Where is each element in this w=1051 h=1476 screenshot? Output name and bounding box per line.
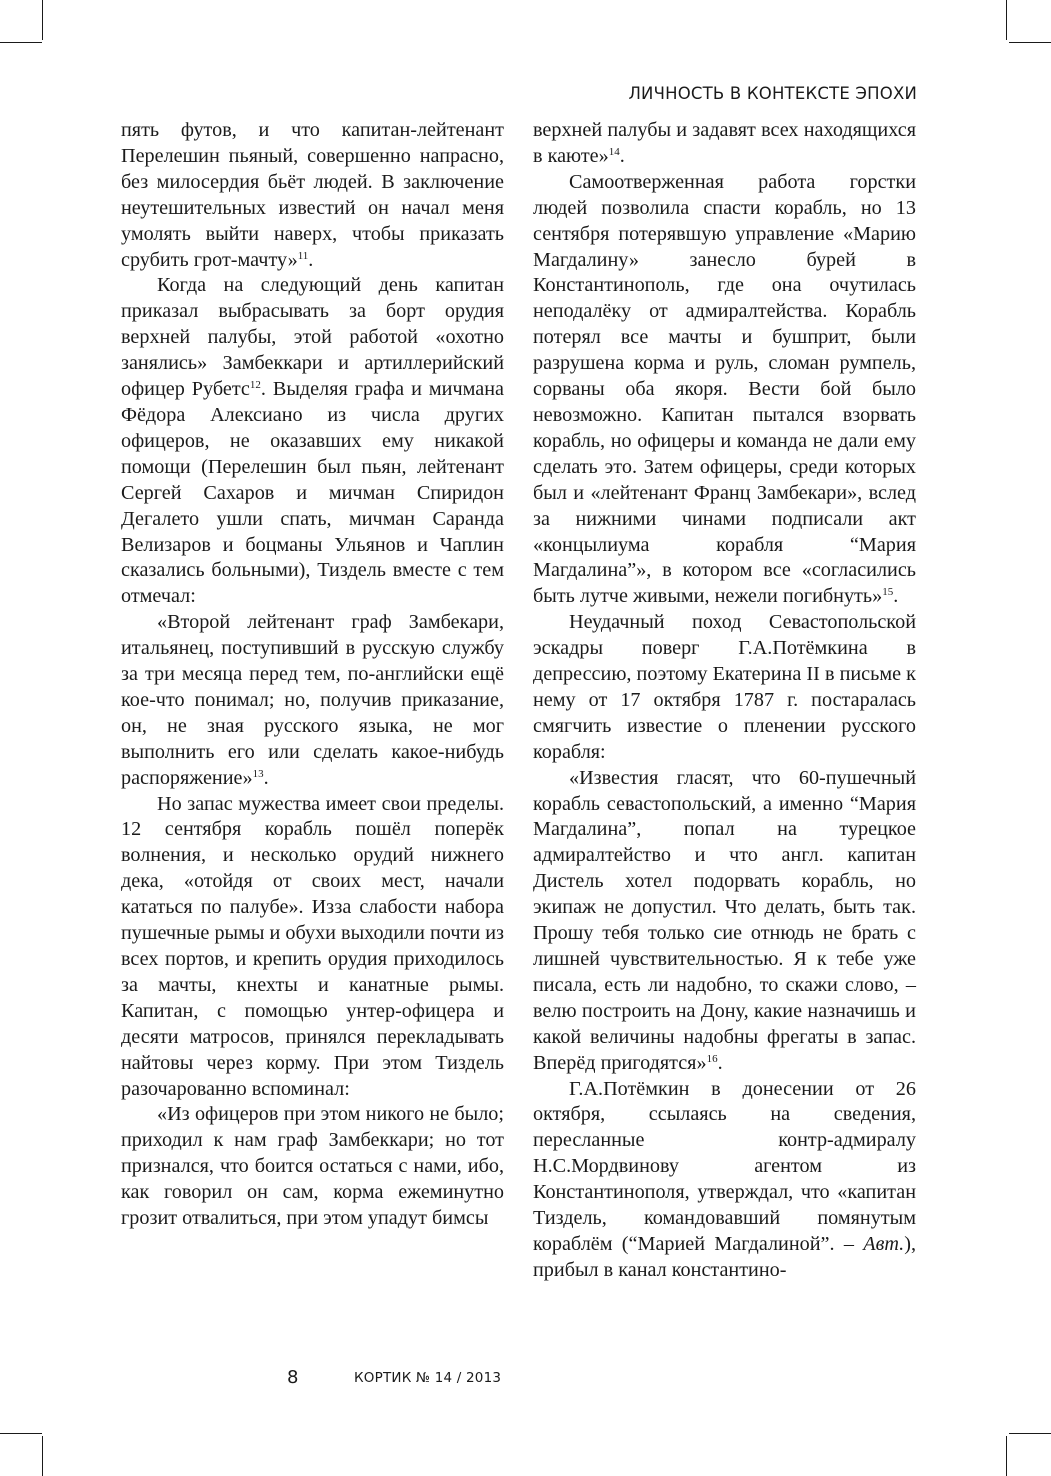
- paragraph: [121, 792, 504, 1103]
- page-number: 8: [287, 1367, 299, 1388]
- paragraph: верхней палубы и задавят всех находящихся в каюте»$^{14}$.: [533, 119, 916, 167]
- section-header: ЛИЧНОСТЬ В КОНТЕКСТЕ ЭПОХИ: [628, 84, 917, 103]
- paragraph: пять футов, и что капитан-лейтенант Перелешин пьяный, совершенно напрасно, без милосердия бьёт людей. В заключение неутешительных известий он начал меня умолять выйти наверх, чтобы приказать срубить грот-мачту»$^{11}$.: [121, 119, 504, 271]
- quote-paragraph: «Известия гласят, что 60-пушечный корабль севастопольский, а именно “Мария Магдалина”, попал на турецкое адмиралтейство и что англ. капитан Дистель хотел подорвать корабль, но экипаж не допустил. Что делать, быть так. Прошу тебя только сие отнюдь не брать с лишней чувствительностью. Я к тебе уже писала, есть ли надобно, то скажи слово, – велю построить на Дону, какие назначишь и какой величины надобны фрегаты в запас. Вперёд пригодятся»$^{16}$.: [533, 766, 916, 1074]
- crop-mark-bottom-right-h: [1009, 1433, 1051, 1434]
- crop-mark-top-left-h: [0, 42, 42, 43]
- paragraph: [533, 610, 916, 765]
- footnote-ref: 16: [706, 1052, 718, 1065]
- paragraph: [533, 1077, 916, 1284]
- paragraph: [121, 273, 504, 610]
- left-column: [121, 118, 504, 1232]
- crop-mark-bottom-left-h: [0, 1433, 42, 1434]
- footnote-ref: 14: [608, 145, 620, 158]
- paragraph-text: Неудачный поход Севастопольской эскадры поверг Г.А.Потёмкина в депрессию, поэтому Екатерина II в письме к нему от 17 октября 1787 г. постаралась смягчить известие о пленении русского корабля:: [533, 611, 916, 763]
- footnote-ref: 12: [249, 379, 261, 392]
- quote-paragraph: «Второй лейтенант граф Замбекари, итальянец, поступивший в русскую службу за три месяца перед тем, по-английски ещё кое-что понимал; но, получив приказание, он, не зная русского языка, не мог выполнить его или сделать какое-нибудь распоряжение»$^{13}$.: [121, 611, 504, 789]
- footnote-ref: 13: [252, 767, 264, 780]
- paragraph-text: «Известия гласят, что 60-пушечный корабль севастопольский, а именно “Мария Магдалина”, попал на турецкое адмиралтейство и что англ. капитан Дистель хотел подорвать корабль, но экипаж не допустил. Что делать, быть так. Прошу тебя только сие отнюдь не брать с лишней чувствительностью. Я к тебе уже писала, есть ли надобно, то скажи слово, – велю построить на Дону, какие назначишь и какой величины надобны фрегаты в запас. Вперёд пригодятся»: [533, 766, 916, 1074]
- paragraph-text: Но запас мужества имеет свои пределы. 12 сентября корабль пошёл поперёк волнения, и несколько орудий нижнего дека, «отойдя от своих мест, начали кататься по палубе». Изза слабости набора пушечные рымы и обухи выходили почти из всех портов, и крепить орудия приходилось за мачты, кнехты и канатные рымы. Капитан, с помощью унтер-офицера и десяти матросов, принялся перекладывать найтовы через корму. При этом Тиздель разочарованно вспоминал:: [121, 792, 504, 1100]
- crop-mark-top-right-h: [1009, 42, 1051, 43]
- paragraph-text: ), прибыл в канал константино-: [533, 1232, 916, 1281]
- paragraph-text: верхней палубы и задавят всех находящихся в каюте»: [533, 119, 916, 167]
- author-abbreviation: Авт.: [863, 1232, 905, 1255]
- paragraph-text: пять футов, и что капитан-лейтенант Перелешин пьяный, совершенно напрасно, без милосердия бьёт людей. В заключение неутешительных известий он начал меня умолять выйти наверх, чтобы приказать срубить грот-мачту»: [121, 119, 504, 271]
- crop-mark-bottom-right: [1006, 1436, 1007, 1476]
- paragraph: Самоотверженная работа горстки людей позволила спасти корабль, но 13 сентября потерявшую управление «Марию Магдалину» занесло бурей в Константинополь, где она очутилась неподалёку от адмиралтейства. Корабль потерял все мачты и бушприт, были разрушена корма и руль, сломан румпель, сорваны оба якоря. Вести бой было невозможно. Капитан пытался взорвать корабль, но офицеры и команда не дали ему сделать это. Затем офицеры, среди которых был и «лейтенант Франц Замбекари», вслед за нижними чинами подписали акт «концылиума корабля “Мария Магдалина”», в котором все «согласились быть лутче живыми, нежели погибнуть»$^{15}$.: [533, 170, 916, 608]
- crop-mark-top-left: [42, 0, 43, 40]
- crop-mark-top-right: [1006, 0, 1007, 40]
- footnote-ref: 15: [882, 586, 894, 599]
- paragraph-text: Когда на следующий день капитан приказал выбрасывать за борт орудия верхней палубы, этой работой «охотно занялись» Замбеккари и артиллерийский офицер Рубетс: [121, 274, 504, 401]
- paragraph-text: «Из офицеров при этом никого не было; приходил к нам граф Замбеккари; но тот признался, что боится остаться с нами, ибо, как говорил он сам, корма ежеминутно грозит отвалиться, при этом упадут бимсы: [121, 1103, 504, 1230]
- paragraph-text: . Выделяя графа и мичмана Фёдора Алексиано из числа других офицеров, не оказавших ему никакой помощи (Перелешин был пьян, лейтенант Сергей Сахаров и мичман Спиридон Дегалето ушли спать, мичман Саранда Велизаров и боцманы Ульянов и Чаплин сказались больными), Тиздель вместе с тем отмечал:: [121, 378, 504, 608]
- paragraph-text: «Второй лейтенант граф Замбекари, итальянец, поступивший в русскую службу за три месяца перед тем, по-английски ещё кое-что понимал; но, получив приказание, он, не зная русского языка, не мог выполнить его или сделать какое-нибудь распоряжение»: [121, 611, 504, 789]
- crop-mark-bottom-left: [42, 1436, 43, 1476]
- right-column: [533, 118, 916, 1284]
- quote-paragraph: [121, 1102, 504, 1232]
- paragraph-text: Г.А.Потёмкин в донесении от 26 октября, ссылаясь на сведения, пересланные контр-адмиралу Н.С.Мордвинову агентом из Константинополя, утверждал, что «капитан Тиздель, командовавший помянутым кораблём (“Марией Магдалиной”. –: [533, 1077, 916, 1255]
- paragraph-text: Самоотверженная работа горстки людей позволила спасти корабль, но 13 сентября потерявшую управление «Марию Магдалину» занесло бурей в Константинополь, где она очутилась неподалёку от адмиралтейства. Корабль потерял все мачты и бушприт, были разрушена корма и руль, сломан румпель, сорваны оба якоря. Вести бой было невозможно. Капитан пытался взорвать корабль, но офицеры и команда не дали ему сделать это. Затем офицеры, среди которых был и «лейтенант Франц Замбекари», вслед за нижними чинами подписали акт «концылиума корабля “Мария Магдалина”», в котором все «согласились быть лутче живыми, нежели погибнуть»: [533, 170, 916, 608]
- journal-issue: КОРТИК № 14 / 2013: [354, 1370, 502, 1386]
- footnote-ref: 11: [297, 249, 309, 262]
